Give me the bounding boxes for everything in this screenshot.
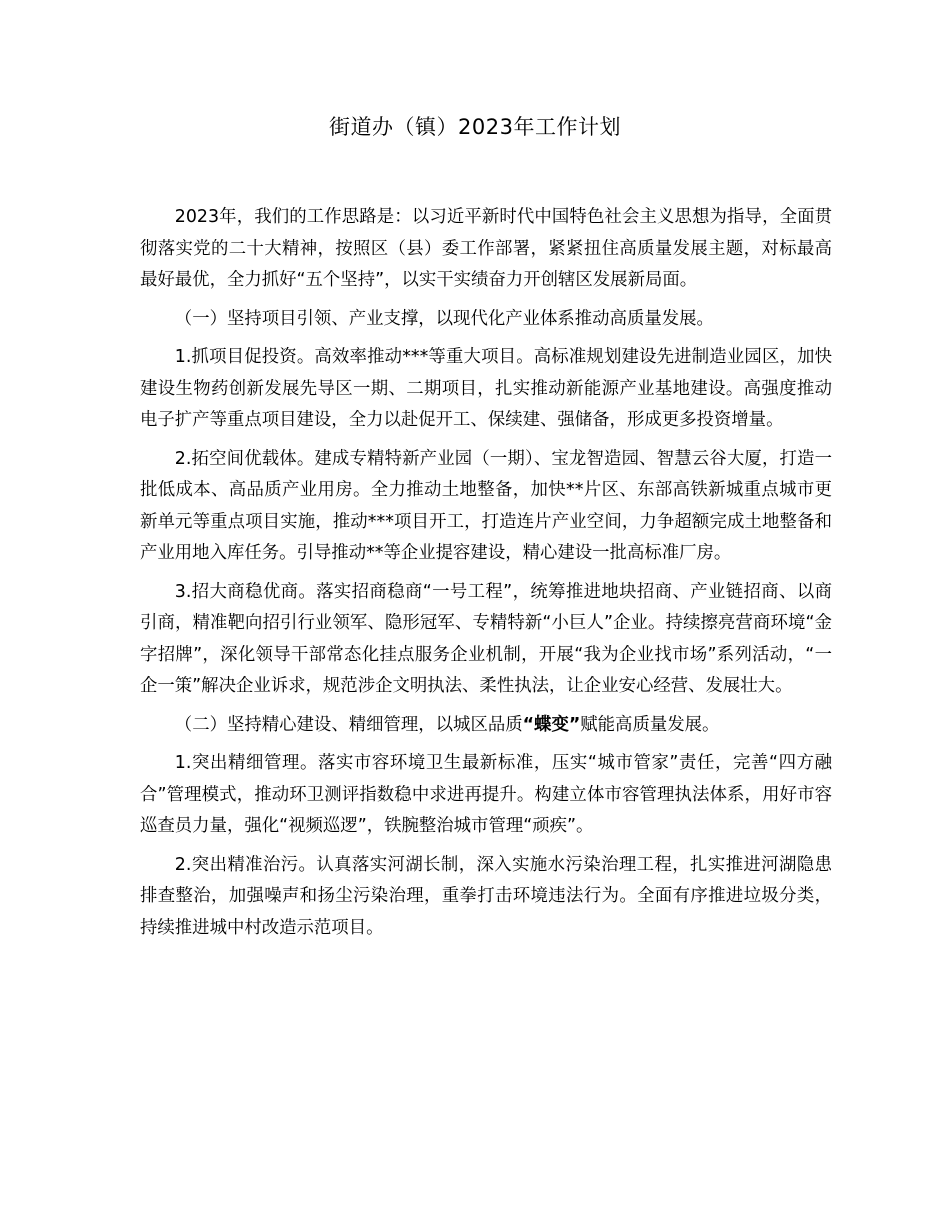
item-paragraph-2-1: 1.突出精细管理。落实市容环境卫生最新标准，压实“城市管家”责任，完善“四方融合”管理模式，推动环卫测评指数稳中求进再提升。构建立体市容管理执法体系，用好市容巡查员力量，强化“视频巡逻”，铁腕整治城市管理“顽疾”。 bbox=[140, 753, 832, 836]
section-heading-2-after: 赋能高质量发展。 bbox=[580, 714, 720, 735]
section-heading-2 bbox=[140, 710, 832, 742]
section-heading-1: （一）坚持项目引领、产业支撑，以现代化产业体系推动高质量发展。 bbox=[174, 308, 714, 329]
intro-paragraph: 2023年，我们的工作思路是：以习近平新时代中国特色社会主义思想为指导，全面贯彻落实党的二十大精神，按照区（县）委工作部署，紧紧扭住高质量发展主题，对标最高最好最优，全力抓好“五个坚持”，以实干实绩奋力开创辖区发展新局面。 bbox=[140, 207, 832, 290]
document-body bbox=[140, 202, 832, 951]
item-paragraph-1-3: 3.招大商稳优商。落实招商稳商“一号工程”，统筹推进地块招商、产业链招商、以商引商，精准靶向招引行业领军、隐形冠军、专精特新“小巨人”企业。持续擦亮营商环境“金字招牌”，深化领导干部常态化挂点服务企业机制，开展“我为企业找市场”系列活动，“一企一策”解决企业诉求，规范涉企文明执法、柔性执法，让企业安心经营、发展壮大。 bbox=[140, 581, 832, 696]
page-title: 街道办（镇）2023年工作计划 bbox=[329, 115, 621, 139]
item-paragraph-1-1: 1.抓项目促投资。高效率推动***等重大项目。高标准规划建设先进制造业园区，加快建设生物药创新发展先导区一期、二期项目，扎实推动新能源产业基地建设。高强度推动电子扩产等重点项目建设，全力以赴促开工、保续建、强储备，形成更多投资增量。 bbox=[140, 347, 832, 430]
item-paragraph-2-2: 2.突出精准治污。认真落实河湖长制，深入实施水污染治理工程，扎实推进河湖隐患排查整治，加强噪声和扬尘污染治理，重拳打击环境违法行为。全面有序推进垃圾分类，持续推进城中村改造示范项目。 bbox=[140, 854, 832, 938]
item-paragraph-1-2: 2.拓空间优载体。建成专精特新产业园（一期）、宝龙智造园、智慧云谷大厦，打造一批低成本、高品质产业用房。全力推动土地整备，加快**片区、东部高铁新城重点城市更新单元等重点项目实施，推动***项目开工，打造连片产业空间，力争超额完成土地整备和产业用地入库任务。引导推动**等企业提容建设，精心建设一批高标准厂房。 bbox=[140, 448, 832, 563]
section-heading-2-before: （二）坚持精心建设、精细管理，以城区品质 bbox=[174, 714, 523, 735]
section-heading-2-quoted: “蝶变” bbox=[522, 714, 581, 735]
